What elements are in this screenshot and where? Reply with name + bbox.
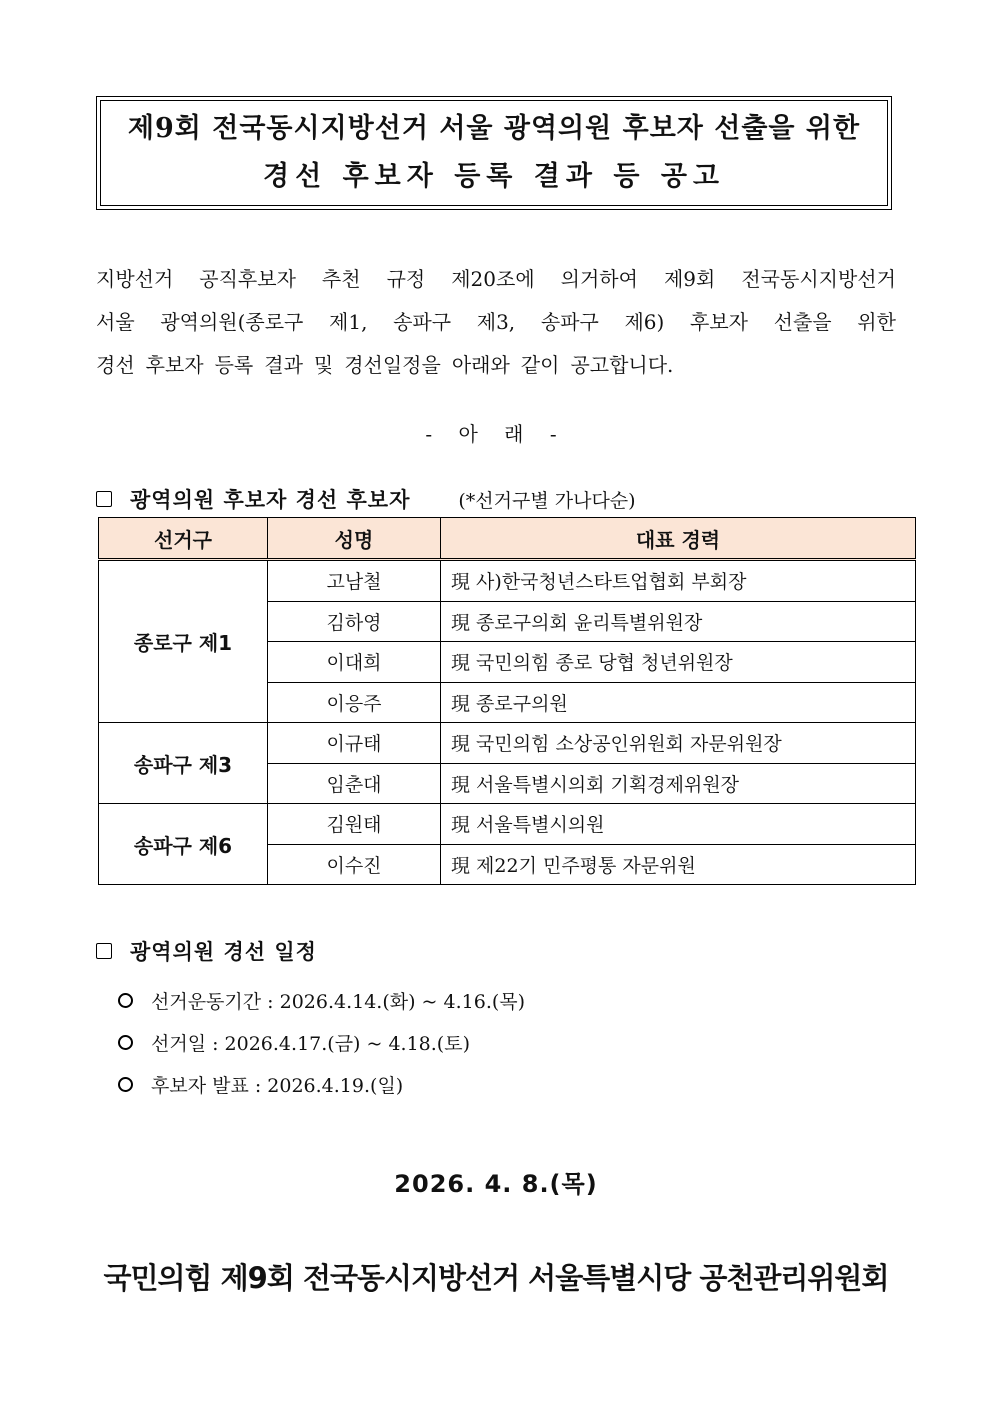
section-schedule-heading: [96, 936, 317, 966]
candidate-name-cell: 김원태: [268, 804, 441, 845]
title-box: [96, 96, 892, 210]
schedule-item-text: 선거일 : 2026.4.17.(금) ~ 4.18.(토): [151, 1033, 470, 1055]
schedule-item: [118, 987, 525, 1014]
intro-word: 결과: [264, 353, 303, 377]
intro-word: 및: [313, 353, 334, 377]
intro-word: 광역의원(종로구: [160, 310, 304, 334]
intro-word: 추천: [321, 267, 361, 291]
intro-word: 의거하여: [560, 267, 638, 291]
intro-paragraph: [96, 258, 896, 387]
intro-word: 같이: [520, 353, 560, 377]
title-line-2: 경선 후보자 등록 결과 등 공고: [263, 161, 725, 192]
intro-word: 후보자: [145, 353, 204, 377]
section-schedule-title: 광역의원 경선 일정: [130, 939, 317, 964]
candidate-career-cell: 現 서울특별시의회 기획경제위원장: [441, 763, 916, 804]
intro-line-1: [96, 258, 896, 301]
checkbox-square-icon: [96, 491, 112, 507]
circle-bullet-icon: [118, 1035, 133, 1050]
header-district: 선거구: [99, 518, 268, 560]
candidates-table: [98, 517, 916, 885]
checkbox-square-icon: [96, 943, 112, 959]
candidate-career-cell: 現 제22기 민주평통 자문위원: [441, 844, 916, 885]
intro-word: 아래와: [451, 353, 510, 377]
announcement-date: 2026. 4. 8.(목): [394, 1170, 598, 1198]
section-candidates-heading: [96, 484, 636, 514]
candidate-name-cell: 이수진: [268, 844, 441, 885]
schedule-item: [118, 1071, 403, 1098]
schedule-item-text: 선거운동기간 : 2026.4.14.(화) ~ 4.16.(목): [151, 991, 526, 1013]
schedule-item: [118, 1029, 470, 1056]
table-row: [99, 723, 916, 764]
circle-bullet-icon: [118, 1077, 133, 1092]
intro-word: 제9회: [663, 267, 716, 291]
candidate-career-cell: 現 종로구의회 윤리특별위원장: [441, 601, 916, 642]
header-name: 성명: [268, 518, 441, 560]
title-inner: [100, 100, 888, 206]
intro-word: 전국동시지방선거: [741, 267, 896, 291]
intro-word: 위한: [857, 310, 896, 334]
intro-word: 서울: [96, 310, 135, 334]
candidate-name-cell: 이대희: [268, 642, 441, 683]
intro-word: 규정: [386, 267, 426, 291]
candidate-name-cell: 이응주: [268, 682, 441, 723]
section-candidates-note: (*선거구별 가나다순): [458, 489, 636, 512]
circle-bullet-icon: [118, 993, 133, 1008]
intro-word: 제6): [624, 310, 665, 334]
schedule-item-text: 후보자 발표 : 2026.4.19.(일): [151, 1075, 404, 1097]
intro-word: 등록: [214, 353, 254, 377]
candidate-career-cell: 現 국민의힘 종로 당협 청년위원장: [441, 642, 916, 683]
candidate-career-cell: 現 서울특별시의원: [441, 804, 916, 845]
intro-word: 경선: [96, 353, 135, 377]
candidate-career-cell: 現 사)한국청년스타트업협회 부회장: [441, 560, 916, 602]
intro-word: 공직후보자: [199, 267, 296, 291]
intro-word: 송파구: [393, 310, 452, 334]
district-cell: 송파구 제6: [99, 804, 268, 885]
arae-heading: - 아 래 -: [425, 422, 567, 446]
intro-word: 제1,: [329, 310, 368, 334]
intro-line-3: [96, 344, 896, 387]
candidate-name-cell: 김하영: [268, 601, 441, 642]
organization-name: 국민의힘 제9회 전국동시지방선거 서울특별시당 공천관리위원회: [103, 1261, 889, 1295]
intro-word: 공고합니다.: [570, 353, 674, 377]
section-candidates-title: 광역의원 후보자 경선 후보자: [130, 487, 411, 512]
intro-word: 경선일정을: [344, 353, 441, 377]
title-line-1: 제9회 전국동시지방선거 서울 광역의원 후보자 선출을 위한: [127, 113, 861, 144]
table-header-row: [99, 518, 916, 560]
candidate-name-cell: 이규태: [268, 723, 441, 764]
intro-word: 후보자: [690, 310, 748, 334]
intro-word: 제20조에: [451, 267, 535, 291]
intro-word: 지방선거: [96, 267, 174, 291]
district-cell: 종로구 제1: [99, 560, 268, 723]
intro-word: 선출을: [773, 310, 832, 334]
candidate-name-cell: 고남철: [268, 560, 441, 602]
header-career: 대표 경력: [441, 518, 916, 560]
candidate-name-cell: 임춘대: [268, 763, 441, 804]
table-row: [99, 560, 916, 602]
intro-word: 제3,: [476, 310, 516, 334]
intro-line-2: [96, 301, 896, 344]
table-row: [99, 804, 916, 845]
candidate-career-cell: 現 종로구의원: [441, 682, 916, 723]
candidate-career-cell: 現 국민의힘 소상공인위원회 자문위원장: [441, 723, 916, 764]
district-cell: 송파구 제3: [99, 723, 268, 804]
intro-word: 송파구: [540, 310, 599, 334]
